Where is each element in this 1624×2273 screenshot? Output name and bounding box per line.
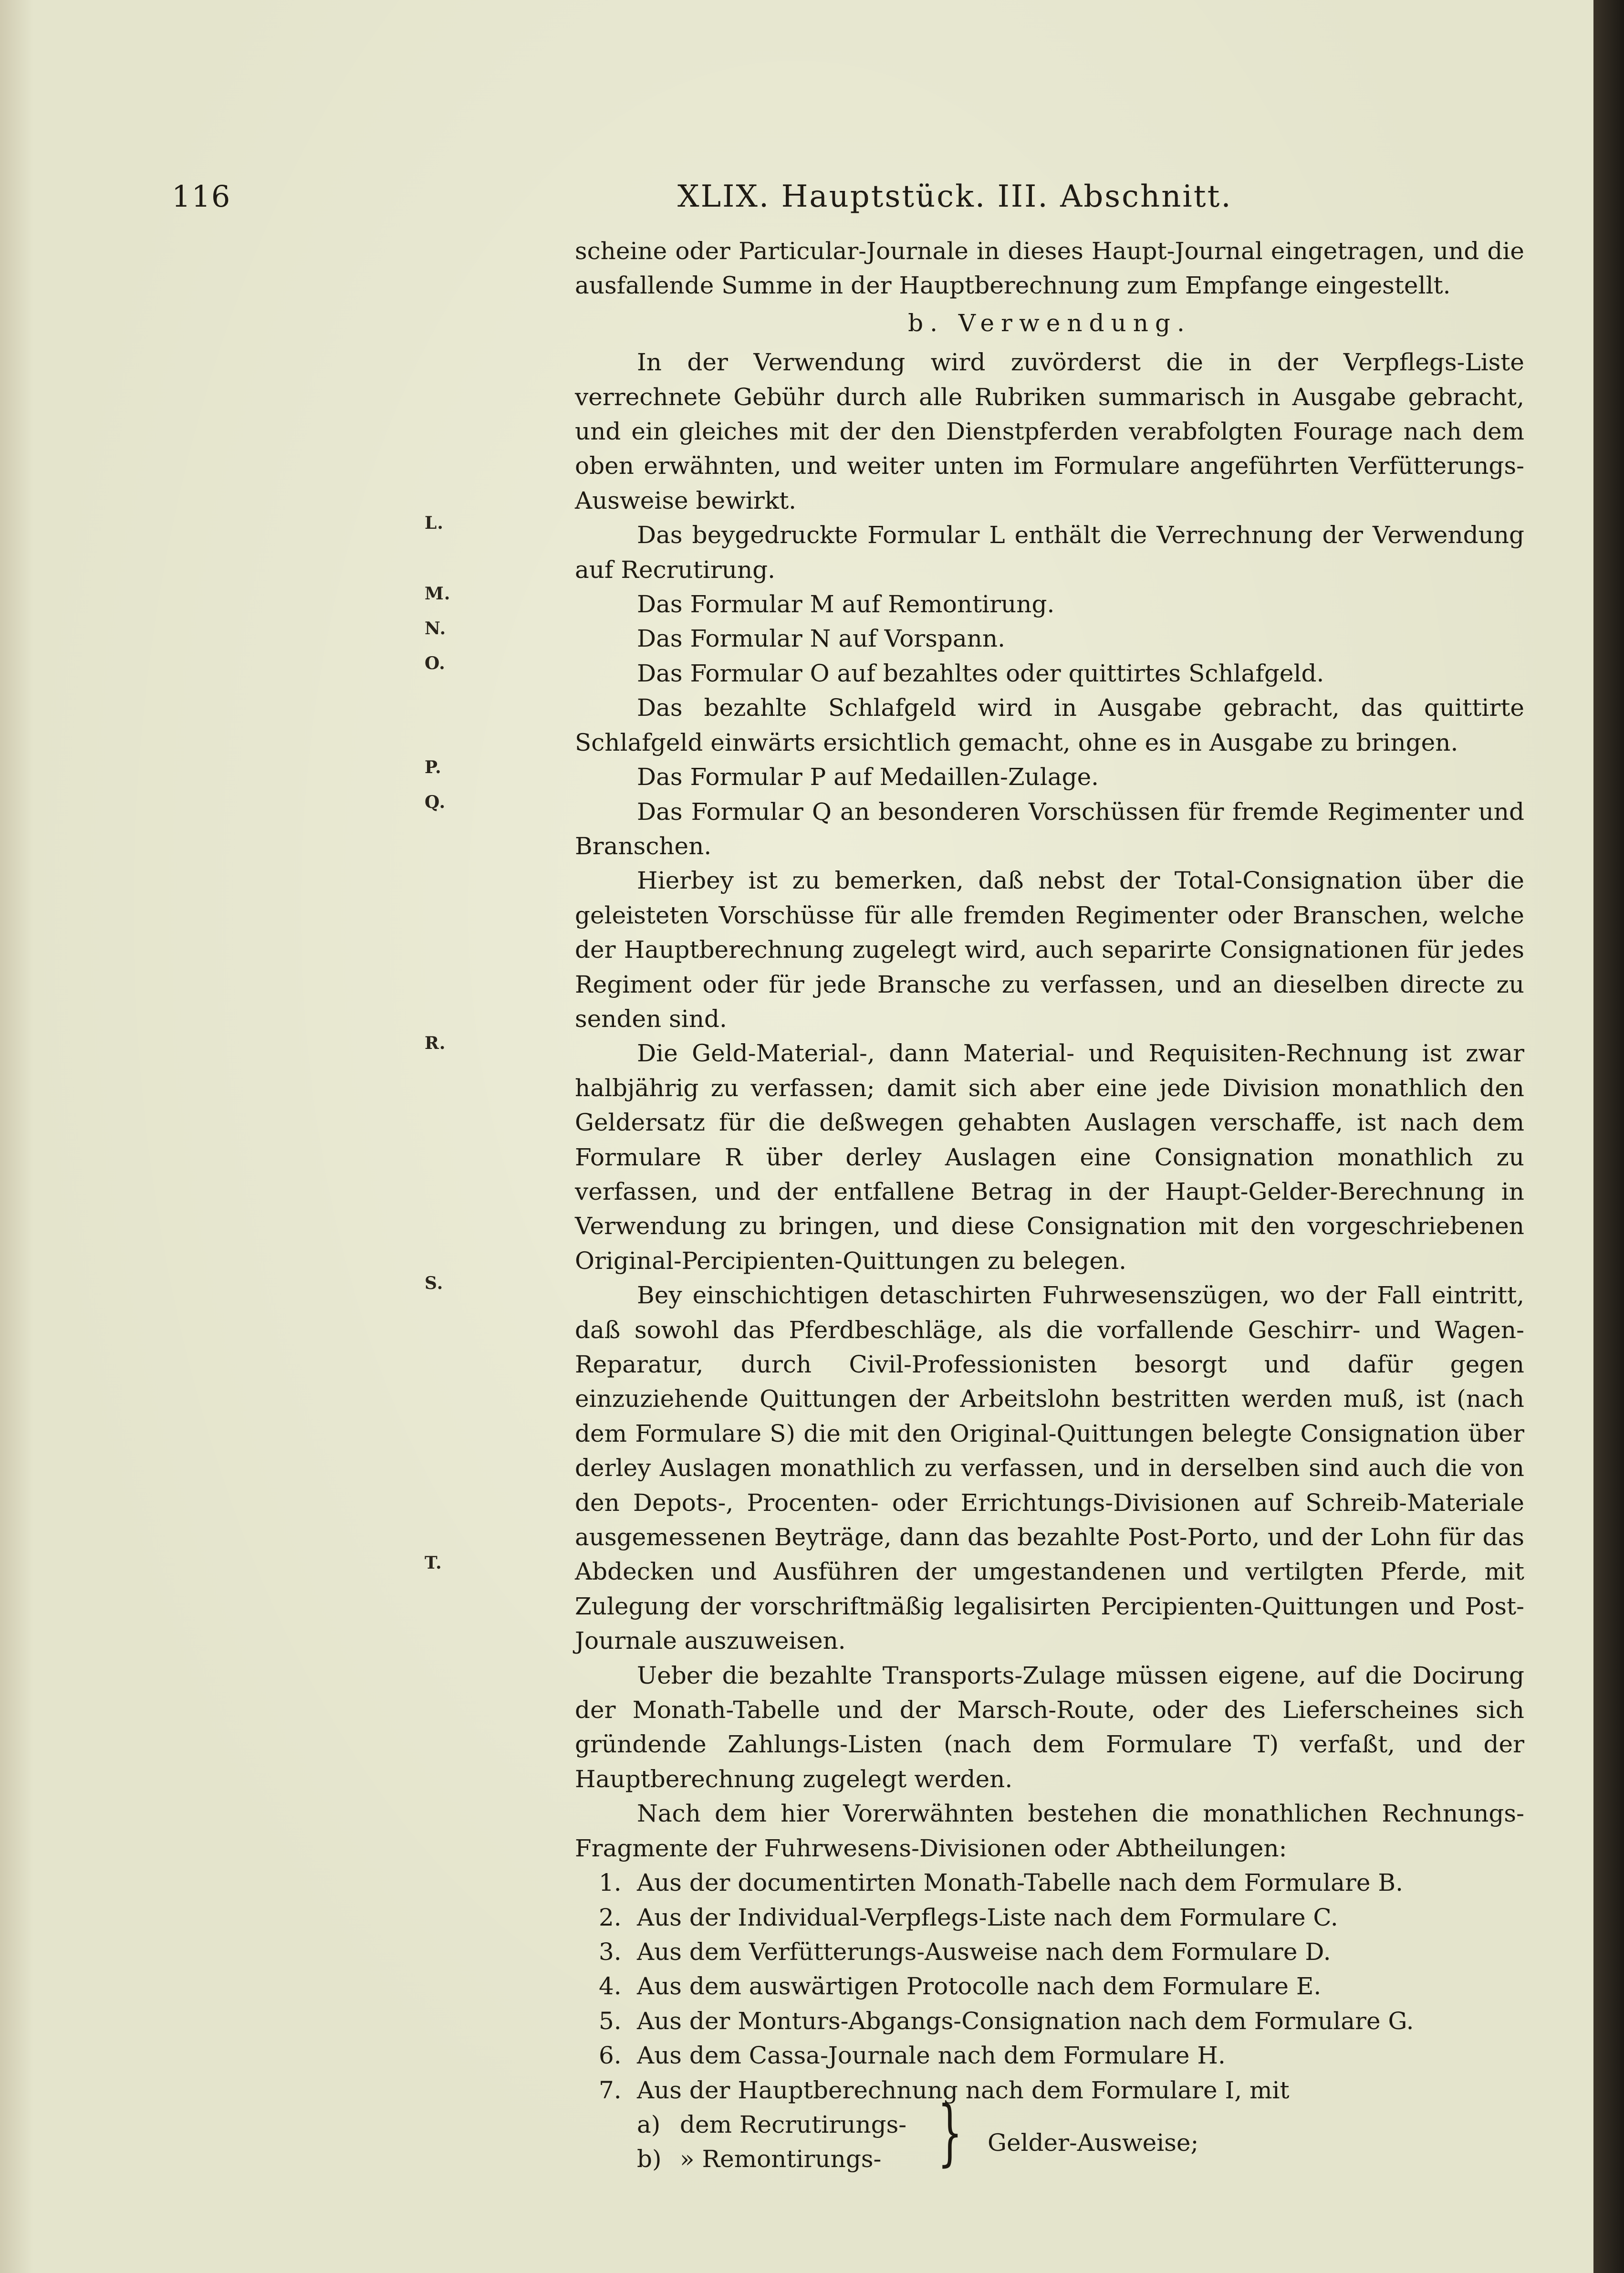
sub-item-a-label: a) — [637, 2110, 661, 2138]
list-item — [575, 1935, 1524, 1969]
list-item — [575, 1865, 1524, 1900]
list-item — [575, 2073, 1524, 2107]
running-head: XLIX. Hauptstück. III. Abschnitt. — [677, 179, 1232, 214]
paragraph-transports-zulage: Ueber die bezahlte Transports-Zulage müssen eigene, auf die Docirung der Monath-Tabelle und der Marsch-Route, oder des Lieferscheines sich gründende Zahlungs-Listen (nach dem Formulare T) verfaßt, und der Hauptberechnung zugelegt werden. — [575, 1661, 1524, 1793]
paragraph-fuhrwesenszuege: Bey einschichtigen detaschirten Fuhrwesenszügen, wo der Fall eintritt, daß sowohl das Pferdbeschläge, als die vorfallende Geschirr- und Wagen-Reparatur, durch Civil-Professionisten besorgt und dafür gegen einzuziehende Quittungen der Arbeitslohn bestritten werden muß, ist (nach dem Formulare S) die mit den Original-Quittungen belegte Consignation über derley Auslagen monathlich zu verfassen, und in derselben sind auch die von den Depots-, Procenten- oder Errichtungs-Divisionen auf Schreib-Materiale ausgemessenen Beyträge, dann das bezahlte Post-Porto, und der Lohn für das Abdecken und Ausführen der umgestandenen und vertilgten Pferde, mit Zulegung der vorschriftmäßig legalisirten Percipienten-Quittungen und Post-Journale auszuweisen. — [575, 1281, 1524, 1655]
list-item-text: Aus der documentirten Monath-Tabelle nach dem Formulare B. — [637, 1869, 1404, 1897]
paragraph-schlafgeld: Das bezahlte Schlafgeld wird in Ausgabe gebracht, das quittirte Schlafgeld einwärts ersichtlich gemacht, ohne es in Ausgabe zu bringen. — [575, 694, 1524, 756]
list-item-text: Aus der Hauptberechnung nach dem Formulare I, mit — [637, 2076, 1290, 2104]
list-item-text: Aus dem auswärtigen Protocolle nach dem Formulare E. — [637, 1972, 1322, 2001]
list-item-text: Aus der Individual-Verpflegs-Liste nach dem Formulare C. — [637, 1903, 1338, 1931]
margin-letter-l: L. — [425, 513, 444, 533]
paragraph-formular-p: Das Formular P auf Medaillen-Zulage. — [637, 763, 1099, 791]
paragraph-formular-q: Das Formular Q an besonderen Vorschüssen für fremde Regimenter und Branschen. — [575, 797, 1524, 860]
body-text — [575, 234, 1524, 2179]
list-item-number: 7. — [599, 2076, 622, 2104]
sub-items-group — [637, 2091, 1524, 2179]
sub-item-b-text: » Remontirungs- — [680, 2145, 882, 2173]
sub-item-b-label: b) — [637, 2145, 662, 2173]
list-item-text: Aus der Monturs-Abgangs-Consignation nach dem Formulare G. — [637, 2007, 1414, 2035]
paragraph-formular-n: Das Formular N auf Vorspann. — [637, 625, 1005, 653]
list-item-text: Aus dem Verfütterungs-Ausweise nach dem Formulare D. — [637, 1938, 1331, 1966]
margin-letter-o: O. — [425, 653, 446, 673]
sub-item-b — [637, 2142, 881, 2176]
book-binding-edge — [1593, 0, 1624, 2273]
list-item — [575, 1969, 1524, 2003]
sub-item-a-text: dem Recrutirungs- — [680, 2110, 907, 2138]
section-heading: b. Verwendung. — [908, 309, 1191, 337]
list-item-number: 5. — [599, 2007, 622, 2035]
paragraph-geld-material: Die Geld-Material-, dann Material- und Requisiten-Rechnung ist zwar halbjährig zu verfassen; damit sich aber eine jede Division monathlich den Geldersatz für die deßwegen gehabten Auslagen verschaffe, ist nach dem Formulare R über derley Auslagen eine Consignation monathlich zu verfassen, und der entfallene Betrag in der Haupt-Gelder-Berechnung in Verwendung zu bringen, und diese Consignation mit den vorgeschriebenen Original-Percipienten-Quittungen zu belegen. — [575, 1039, 1524, 1275]
list-item — [575, 1900, 1524, 1935]
fragment-list — [575, 1865, 1524, 2107]
list-item — [575, 2004, 1524, 2038]
brace-label: Gelder-Ausweise; — [988, 2128, 1199, 2157]
list-item-text: Aus dem Cassa-Journale nach dem Formulare H. — [637, 2042, 1226, 2070]
margin-letter-p: P. — [425, 757, 442, 777]
paragraph-formular-m: Das Formular M auf Remontirung. — [637, 590, 1055, 618]
paragraph-rechnungs-fragmente: Nach dem hier Vorerwähnten bestehen die monathlichen Rechnungs-Fragmente der Fuhrwesens-Divisionen oder Abtheilungen: — [575, 1800, 1524, 1862]
list-item-number: 2. — [599, 1903, 622, 1931]
margin-references — [0, 0, 525, 2273]
margin-letter-t: T. — [425, 1553, 442, 1573]
list-item-number: 4. — [599, 1972, 622, 2001]
list-item-number: 1. — [599, 1869, 622, 1897]
margin-letter-s: S. — [425, 1273, 444, 1293]
list-item-number: 3. — [599, 1938, 622, 1966]
paragraph-vorschuesse: Hierbey ist zu bemerken, daß nebst der Total-Consignation über die geleisteten Vorschüsse für alle fremden Regimenter oder Branschen, welche der Hauptberechnung zugelegt wird, auch separirte Consignationen für jedes Regiment oder für jede Bransche zu verfassen, und an dieselben directe zu senden sind. — [575, 867, 1524, 1033]
margin-letter-m: M. — [425, 584, 451, 604]
paragraph-formular-o: Das Formular O auf bezahltes oder quittirtes Schlafgeld. — [637, 659, 1324, 687]
paragraph-continuation: scheine oder Particular-Journale in dieses Haupt-Journal eingetragen, und die ausfallende Summe in der Hauptberechnung zum Empfange eingestellt. — [575, 237, 1524, 300]
list-item — [575, 2038, 1524, 2073]
page-number: 116 — [172, 179, 231, 214]
sub-item-a — [637, 2107, 906, 2142]
paragraph-verwendung: In der Verwendung wird zuvörderst die in der Verpflegs-Liste verrechnete Gebühr durch alle Rubriken summarisch in Ausgabe gebracht, und ein gleiches mit der den Dienstpferden verabfolgten Fourage nach dem oben erwähnten, und weiter unten im Formulare angeführten Verfütterungs-Ausweise bewirkt. — [575, 348, 1524, 514]
margin-letter-n: N. — [425, 618, 447, 639]
margin-letter-r: R. — [425, 1033, 446, 1053]
paragraph-formular-l: Das beygedruckte Formular L enthält die Verrechnung der Verwendung auf Recrutirung. — [575, 521, 1524, 584]
curly-brace-glyph: } — [937, 2091, 963, 2174]
list-item-number: 6. — [599, 2042, 622, 2070]
margin-letter-q: Q. — [425, 792, 446, 812]
